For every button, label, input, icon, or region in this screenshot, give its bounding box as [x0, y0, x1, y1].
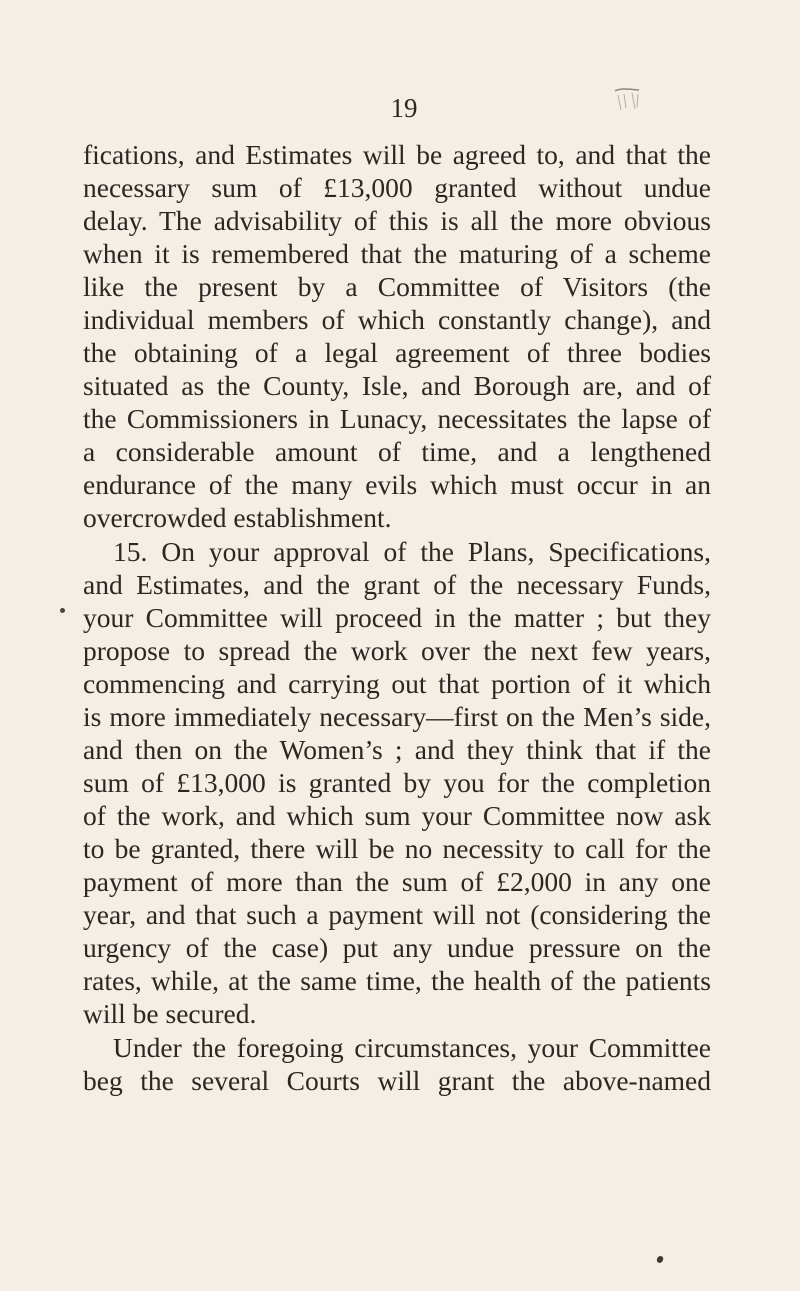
paragraph-15-line-8: sum of £13,000 is granted by you for the completion	[83, 767, 711, 798]
paragraph-15-line-11: payment of more than the sum of £2,000 in any one	[83, 866, 711, 897]
text-line-7: the obtaining of a legal agreement of three bodies	[83, 337, 711, 368]
paragraph-15-line-7: and then on the Women’s ; and they think that if the	[83, 734, 711, 765]
text-line-9: the Commissioners in Lunacy, necessitates the lapse of	[83, 403, 711, 434]
text-line-1: fications, and Estimates will be agreed to, and that the	[83, 139, 711, 170]
text-line-5: like the present by a Committee of Visitors (the	[83, 271, 711, 302]
paragraph-15-line-4: propose to spread the work over the next few years,	[83, 635, 711, 666]
paragraph-15-line-5: commencing and carrying out that portion of it which	[83, 668, 711, 699]
paragraph-15-line-10: to be granted, there will be no necessity to call for the	[83, 833, 711, 864]
text-line-12: overcrowded establishment.	[83, 502, 392, 533]
closing-paragraph-line-1: Under the foregoing circumstances, your Committee	[113, 1032, 711, 1063]
paragraph-15-line-3: your Committee will proceed in the matter ; but they	[83, 602, 711, 633]
text-line-4: when it is remembered that the maturing of a scheme	[83, 238, 711, 269]
paragraph-15-line-15: will be secured.	[83, 998, 257, 1029]
paragraph-15-line-2: and Estimates, and the grant of the necessary Funds,	[83, 569, 711, 600]
margin-dot-mark	[60, 608, 65, 613]
text-line-10: a considerable amount of time, and a lengthened	[83, 436, 711, 467]
paragraph-15-line-1: 15. On your approval of the Plans, Specifications,	[113, 536, 711, 567]
paragraph-15-line-12: year, and that such a payment will not (considering the	[83, 899, 711, 930]
text-line-11: endurance of the many evils which must occur in an	[83, 469, 711, 500]
library-stamp-mark	[612, 86, 642, 114]
paragraph-15-line-9: of the work, and which sum your Committee now ask	[83, 800, 711, 831]
text-line-3: delay. The advisability of this is all the more obvious	[83, 205, 711, 236]
paragraph-15-line-6: is more immediately necessary—first on the Men’s side,	[83, 701, 711, 732]
text-line-8: situated as the County, Isle, and Borough are, and of	[83, 370, 711, 401]
ink-speck-mark	[656, 1255, 664, 1264]
text-line-2: necessary sum of £13,000 granted without undue	[83, 172, 711, 203]
page-number: 19	[390, 93, 418, 123]
text-line-6: individual members of which constantly change), and	[83, 304, 711, 335]
closing-paragraph-line-2: beg the several Courts will grant the above-named	[83, 1065, 711, 1096]
paragraph-15-line-14: rates, while, at the same time, the health of the patients	[83, 965, 711, 996]
paragraph-15-line-13: urgency of the case) put any undue pressure on the	[83, 932, 711, 963]
